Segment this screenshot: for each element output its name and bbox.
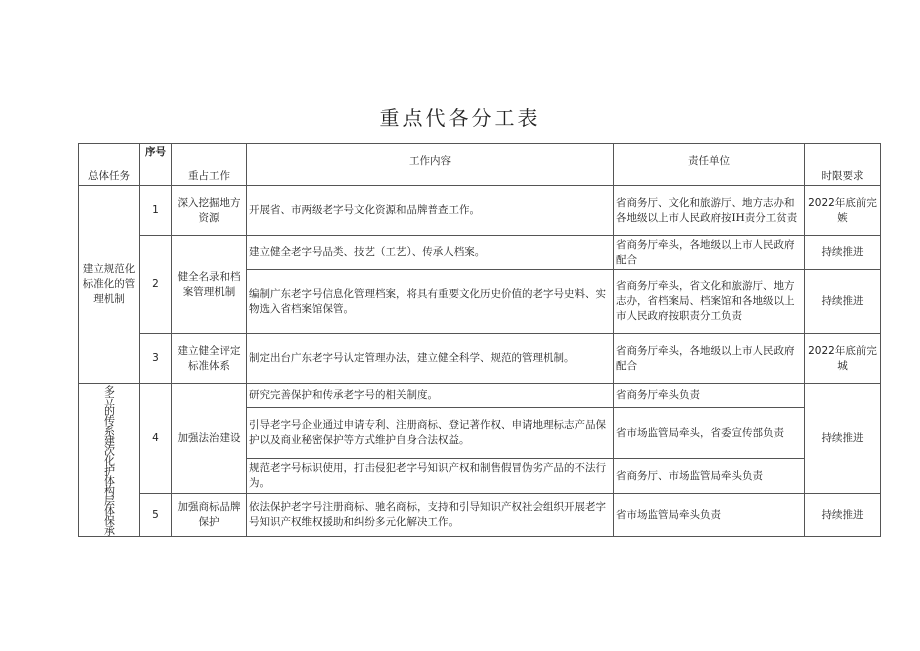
content-cell: 规范老字号标识使用，打击侵犯老字号知识产权和制售假冒伪劣产品的不法行为。: [247, 459, 614, 494]
deadline-cell: 2022年底前完城: [805, 334, 881, 384]
header-seq: 序号: [140, 144, 172, 186]
focus-cell: 加强法治建设: [172, 384, 247, 494]
group-task-cell: [79, 384, 140, 537]
content-cell: 引导老字号企业通过申请专利、注册商标、登记著作权、申请地理标志产品保护以及商业秘密保护等方式维护自身合法权益。: [247, 408, 614, 459]
content-cell: 依法保护老字号注册商标、驰名商标，支持和引导知识产权社会组织开展老字号知识产权维权援助和纠纷多元化解决工作。: [247, 494, 614, 537]
deadline-cell: 持续推进: [805, 384, 881, 494]
table-row: [79, 186, 881, 236]
unit-cell: 省商务厅、文化和旅游厅、地方志办和各地级以上市人民政府按IH责分工贫责: [614, 186, 805, 236]
header-task: 总体任务: [79, 144, 140, 186]
header-focus: 重占工作: [172, 144, 247, 186]
header-unit: 责任单位: [614, 144, 805, 186]
content-cell: 制定出台广东老字号认定管理办法，建立健全科学、规范的管理机制。: [247, 334, 614, 384]
page-title: 重点代各分工表: [379, 106, 541, 130]
focus-cell: 深入挖掘地方资源: [172, 186, 247, 236]
content-cell: 建立健全老字号品类、技艺（工艺）、传承人档案。: [247, 236, 614, 270]
unit-cell: 省商务厅牵头负责: [614, 384, 805, 408]
unit-cell: 省商务厅牵头，各地级以上市人民政府配合: [614, 334, 805, 384]
header-row: [79, 144, 881, 186]
seq-cell: 1: [140, 186, 172, 236]
focus-cell: 加强商标品牌保护: [172, 494, 247, 537]
group-task-vertical-text: 多立的传系建次化护体构层体保承: [102, 385, 116, 535]
table-row: [79, 384, 881, 408]
group-task-cell: 建立规范化标准化的管理机制: [79, 186, 140, 384]
deadline-cell: 2022年底前完嫉: [805, 186, 881, 236]
unit-cell: 省市场监管局牵头负责: [614, 494, 805, 537]
table-row: [79, 334, 881, 384]
content-cell: 开展省、市两级老字号文化资源和品牌普查工作。: [247, 186, 614, 236]
deadline-cell: 持续推进: [805, 494, 881, 537]
unit-cell: 省商务厅牵头，各地级以上市人民政府配合: [614, 236, 805, 270]
header-deadline: 时限要求: [805, 144, 881, 186]
seq-cell: 3: [140, 334, 172, 384]
unit-cell: 省市场监管局牵头，省委宣传部负责: [614, 408, 805, 459]
task-table: [78, 143, 881, 537]
header-content: 工作内容: [247, 144, 614, 186]
table-row: [79, 236, 881, 270]
seq-cell: 5: [140, 494, 172, 537]
focus-cell: 建立健全评定标准体系: [172, 334, 247, 384]
deadline-cell: 持续推进: [805, 236, 881, 270]
table-row: [79, 494, 881, 537]
unit-cell: 省商务厅、市场监管局牵头负责: [614, 459, 805, 494]
focus-cell: 健全名录和档案管理机制: [172, 236, 247, 334]
content-cell: 编制广东老字号信息化管理档案，将具有重要文化历史价值的老字号史料、实物选入省档案馆保管。: [247, 270, 614, 334]
deadline-cell: 持续推进: [805, 270, 881, 334]
content-cell: 研究完善保护和传承老字号的相关制度。: [247, 384, 614, 408]
unit-cell: 省商务厅牵头，省文化和旅游厅、地方志办，省档案局、档案馆和各地级以上市人民政府按职责分工负责: [614, 270, 805, 334]
seq-cell: 4: [140, 384, 172, 494]
seq-cell: 2: [140, 236, 172, 334]
